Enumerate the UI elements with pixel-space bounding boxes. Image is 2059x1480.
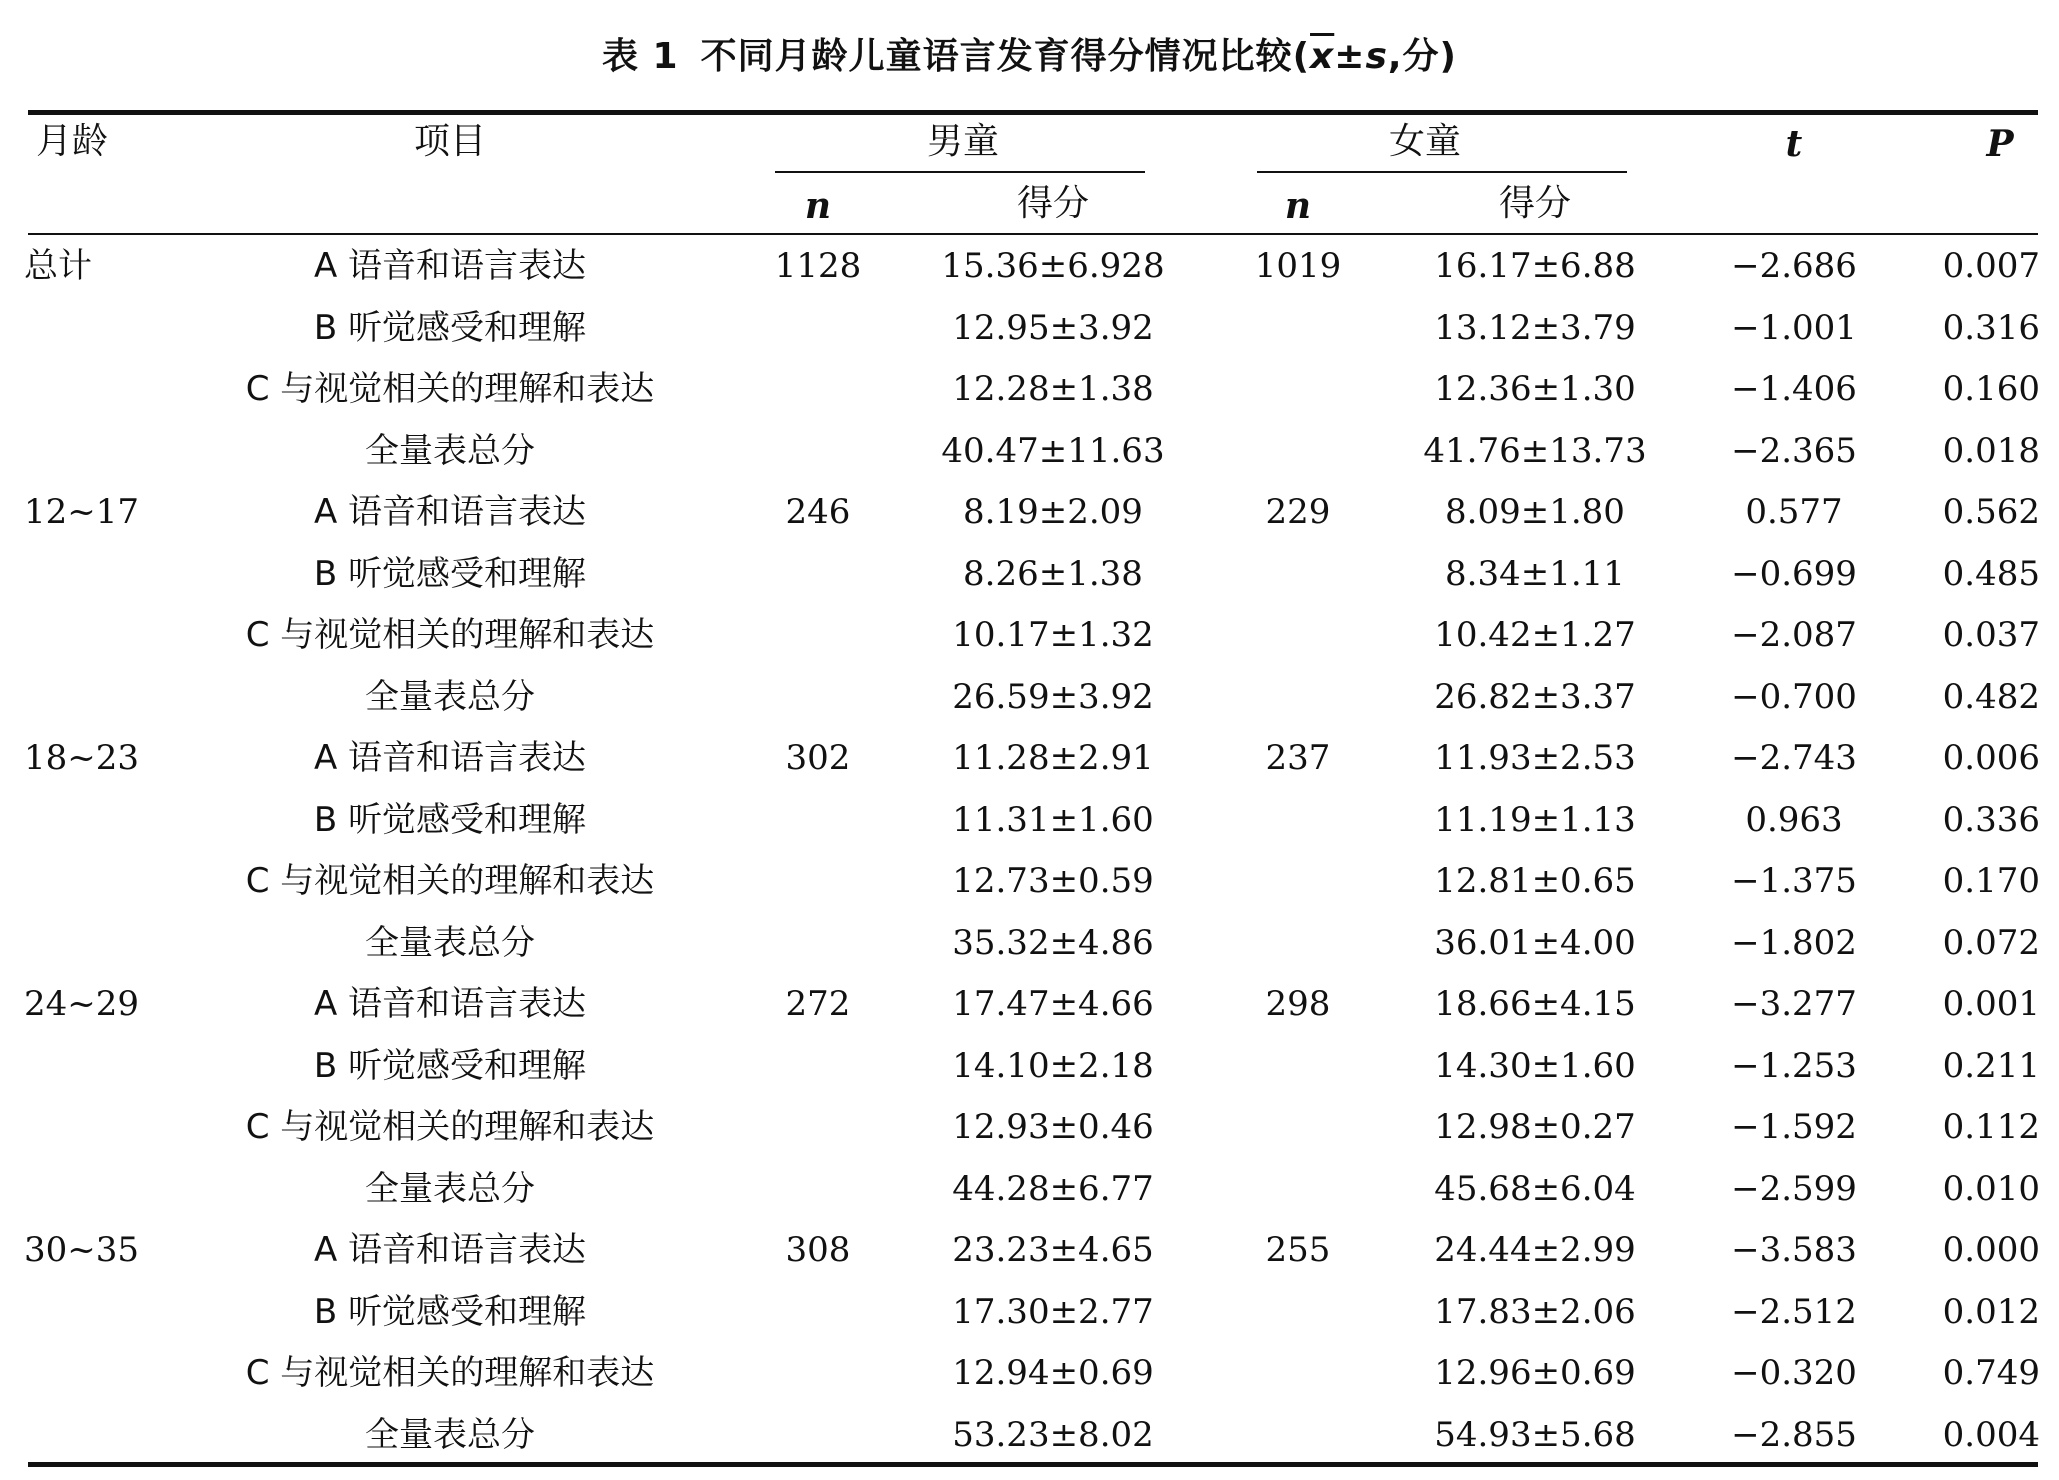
t-value-cell: −2.512 (1731, 1291, 1857, 1332)
item-cell: 全量表总分 (365, 430, 535, 471)
t-value-cell: −2.087 (1731, 615, 1857, 655)
item-cell: B 听觉感受和理解 (313, 553, 587, 594)
girls-score-cell: 13.12±3.79 (1434, 307, 1636, 348)
age-cell: 12~17 (24, 492, 140, 532)
header-boys-score: 得分 (1016, 183, 1090, 224)
table-header-rule (28, 233, 2038, 235)
boys-score-cell: 15.36±6.928 (941, 246, 1165, 286)
girls-score-cell: 26.82±3.37 (1434, 676, 1636, 717)
header-p: P (1986, 123, 2014, 165)
item-cell: C 与视觉相关的理解和表达 (245, 1107, 655, 1147)
header-boys-n: n (804, 185, 832, 227)
t-value-cell: −2.855 (1731, 1414, 1857, 1455)
mean-symbol: $\overline{x}$ (1310, 36, 1335, 77)
item-cell: B 听觉感受和理解 (313, 1291, 587, 1332)
girls-score-cell: 54.93±5.68 (1434, 1414, 1636, 1455)
header-boys: 男童 (926, 121, 1000, 162)
age-cell: 30~35 (24, 1230, 140, 1270)
p-value-cell: 0.001 (1942, 984, 2040, 1024)
item-cell: A 语音和语言表达 (313, 492, 587, 532)
table-number: 表 1 (601, 36, 679, 77)
p-value-cell: 0.336 (1942, 799, 2040, 840)
girls-score-cell: 16.17±6.88 (1434, 246, 1636, 286)
boys-score-cell: 11.31±1.60 (952, 799, 1154, 840)
boys-score-cell: 23.23±4.65 (952, 1230, 1154, 1270)
girls-n-cell: 1019 (1254, 246, 1342, 286)
header-girls-n: n (1284, 185, 1312, 227)
boys-score-cell: 8.26±1.38 (963, 553, 1143, 594)
boys-group-rule (775, 171, 1145, 173)
boys-score-cell: 53.23±8.02 (952, 1414, 1154, 1455)
t-value-cell: 0.963 (1745, 799, 1843, 840)
girls-score-cell: 12.81±0.65 (1434, 861, 1636, 901)
boys-score-cell: 12.93±0.46 (952, 1107, 1154, 1147)
p-value-cell: 0.112 (1942, 1107, 2040, 1147)
item-cell: A 语音和语言表达 (313, 1230, 587, 1270)
girls-score-cell: 11.93±2.53 (1434, 738, 1636, 778)
boys-n-cell: 272 (785, 984, 851, 1024)
t-value-cell: 0.577 (1745, 492, 1843, 532)
girls-group-rule (1257, 171, 1627, 173)
girls-score-cell: 14.30±1.60 (1434, 1045, 1636, 1086)
boys-score-cell: 8.19±2.09 (963, 492, 1143, 532)
boys-score-cell: 26.59±3.92 (952, 676, 1154, 717)
p-value-cell: 0.018 (1942, 430, 2040, 471)
header-age: 月龄 (36, 121, 109, 162)
header-t: t (1785, 123, 1803, 165)
girls-n-cell: 237 (1265, 738, 1331, 778)
boys-n-cell: 302 (785, 738, 851, 778)
item-cell: A 语音和语言表达 (313, 738, 587, 778)
boys-score-cell: 17.30±2.77 (952, 1291, 1154, 1332)
p-value-cell: 0.037 (1942, 615, 2040, 655)
table-bottom-rule (28, 1462, 2038, 1467)
t-value-cell: −3.277 (1731, 984, 1857, 1024)
girls-score-cell: 8.09±1.80 (1445, 492, 1625, 532)
boys-score-cell: 12.73±0.59 (952, 861, 1154, 901)
girls-n-cell: 229 (1265, 492, 1331, 532)
girls-score-cell: 36.01±4.00 (1434, 922, 1636, 963)
girls-score-cell: 12.98±0.27 (1434, 1107, 1636, 1147)
p-value-cell: 0.010 (1942, 1168, 2040, 1209)
age-cell: 总计 (24, 246, 92, 286)
t-value-cell: −2.686 (1731, 246, 1857, 286)
item-cell: A 语音和语言表达 (313, 246, 587, 286)
boys-score-cell: 35.32±4.86 (952, 922, 1154, 963)
item-cell: C 与视觉相关的理解和表达 (245, 615, 655, 655)
header-girls-score: 得分 (1498, 183, 1572, 224)
p-value-cell: 0.316 (1942, 307, 2040, 348)
p-value-cell: 0.004 (1942, 1414, 2040, 1455)
girls-score-cell: 10.42±1.27 (1434, 615, 1636, 655)
p-value-cell: 0.170 (1942, 861, 2040, 901)
p-value-cell: 0.562 (1942, 492, 2040, 532)
girls-score-cell: 41.76±13.73 (1423, 430, 1647, 471)
age-cell: 18~23 (24, 738, 140, 778)
item-cell: 全量表总分 (365, 676, 535, 717)
girls-score-cell: 18.66±4.15 (1434, 984, 1636, 1024)
item-cell: 全量表总分 (365, 1168, 535, 1209)
girls-n-cell: 298 (1265, 984, 1331, 1024)
t-value-cell: −1.001 (1731, 307, 1857, 348)
boys-score-cell: 12.28±1.38 (952, 369, 1154, 409)
girls-score-cell: 45.68±6.04 (1434, 1168, 1636, 1209)
t-value-cell: −0.699 (1731, 553, 1857, 594)
caption-unit: ,分) (1387, 36, 1458, 77)
t-value-cell: −0.700 (1731, 676, 1857, 717)
boys-score-cell: 17.47±4.66 (952, 984, 1154, 1024)
t-value-cell: −2.365 (1731, 430, 1857, 471)
girls-score-cell: 12.96±0.69 (1434, 1353, 1636, 1393)
t-value-cell: −1.592 (1731, 1107, 1857, 1147)
t-value-cell: −0.320 (1731, 1353, 1857, 1393)
header-girls: 女童 (1388, 121, 1462, 162)
boys-score-cell: 44.28±6.77 (952, 1168, 1154, 1209)
plus-minus-symbol: ± (1334, 36, 1366, 77)
boys-n-cell: 1128 (774, 246, 862, 286)
table-caption (0, 28, 2059, 79)
item-cell: C 与视觉相关的理解和表达 (245, 1353, 655, 1393)
p-value-cell: 0.072 (1942, 922, 2040, 963)
item-cell: C 与视觉相关的理解和表达 (245, 861, 655, 901)
p-value-cell: 0.006 (1942, 738, 2040, 778)
boys-n-cell: 308 (785, 1230, 851, 1270)
boys-score-cell: 10.17±1.32 (952, 615, 1154, 655)
age-cell: 24~29 (24, 984, 140, 1024)
boys-score-cell: 12.94±0.69 (952, 1353, 1154, 1393)
boys-score-cell: 12.95±3.92 (952, 307, 1154, 348)
girls-score-cell: 11.19±1.13 (1434, 799, 1636, 840)
t-value-cell: −1.253 (1731, 1045, 1857, 1086)
item-cell: B 听觉感受和理解 (313, 1045, 587, 1086)
caption-text: 不同月龄儿童语言发育得分情况比较( (700, 36, 1311, 77)
p-value-cell: 0.482 (1942, 676, 2040, 717)
t-value-cell: −1.802 (1731, 922, 1857, 963)
item-cell: B 听觉感受和理解 (313, 799, 587, 840)
p-value-cell: 0.007 (1942, 246, 2040, 286)
girls-score-cell: 24.44±2.99 (1434, 1230, 1636, 1270)
girls-score-cell: 12.36±1.30 (1434, 369, 1636, 409)
item-cell: 全量表总分 (365, 922, 535, 963)
t-value-cell: −2.599 (1731, 1168, 1857, 1209)
p-value-cell: 0.211 (1942, 1045, 2040, 1086)
p-value-cell: 0.160 (1942, 369, 2040, 409)
p-value-cell: 0.000 (1942, 1230, 2040, 1270)
t-value-cell: −1.406 (1731, 369, 1857, 409)
p-value-cell: 0.012 (1942, 1291, 2040, 1332)
sd-symbol: s (1365, 36, 1388, 77)
header-item: 项目 (413, 121, 487, 162)
p-value-cell: 0.485 (1942, 553, 2040, 594)
boys-score-cell: 14.10±2.18 (952, 1045, 1154, 1086)
item-cell: 全量表总分 (365, 1414, 535, 1455)
item-cell: B 听觉感受和理解 (313, 307, 587, 348)
boys-n-cell: 246 (785, 492, 851, 532)
boys-score-cell: 40.47±11.63 (941, 430, 1165, 471)
p-value-cell: 0.749 (1942, 1353, 2040, 1393)
item-cell: A 语音和语言表达 (313, 984, 587, 1024)
girls-score-cell: 8.34±1.11 (1445, 553, 1625, 594)
girls-score-cell: 17.83±2.06 (1434, 1291, 1636, 1332)
t-value-cell: −2.743 (1731, 738, 1857, 778)
t-value-cell: −1.375 (1731, 861, 1857, 901)
item-cell: C 与视觉相关的理解和表达 (245, 369, 655, 409)
t-value-cell: −3.583 (1731, 1230, 1857, 1270)
table-top-rule (28, 110, 2038, 115)
girls-n-cell: 255 (1265, 1230, 1331, 1270)
boys-score-cell: 11.28±2.91 (952, 738, 1154, 778)
